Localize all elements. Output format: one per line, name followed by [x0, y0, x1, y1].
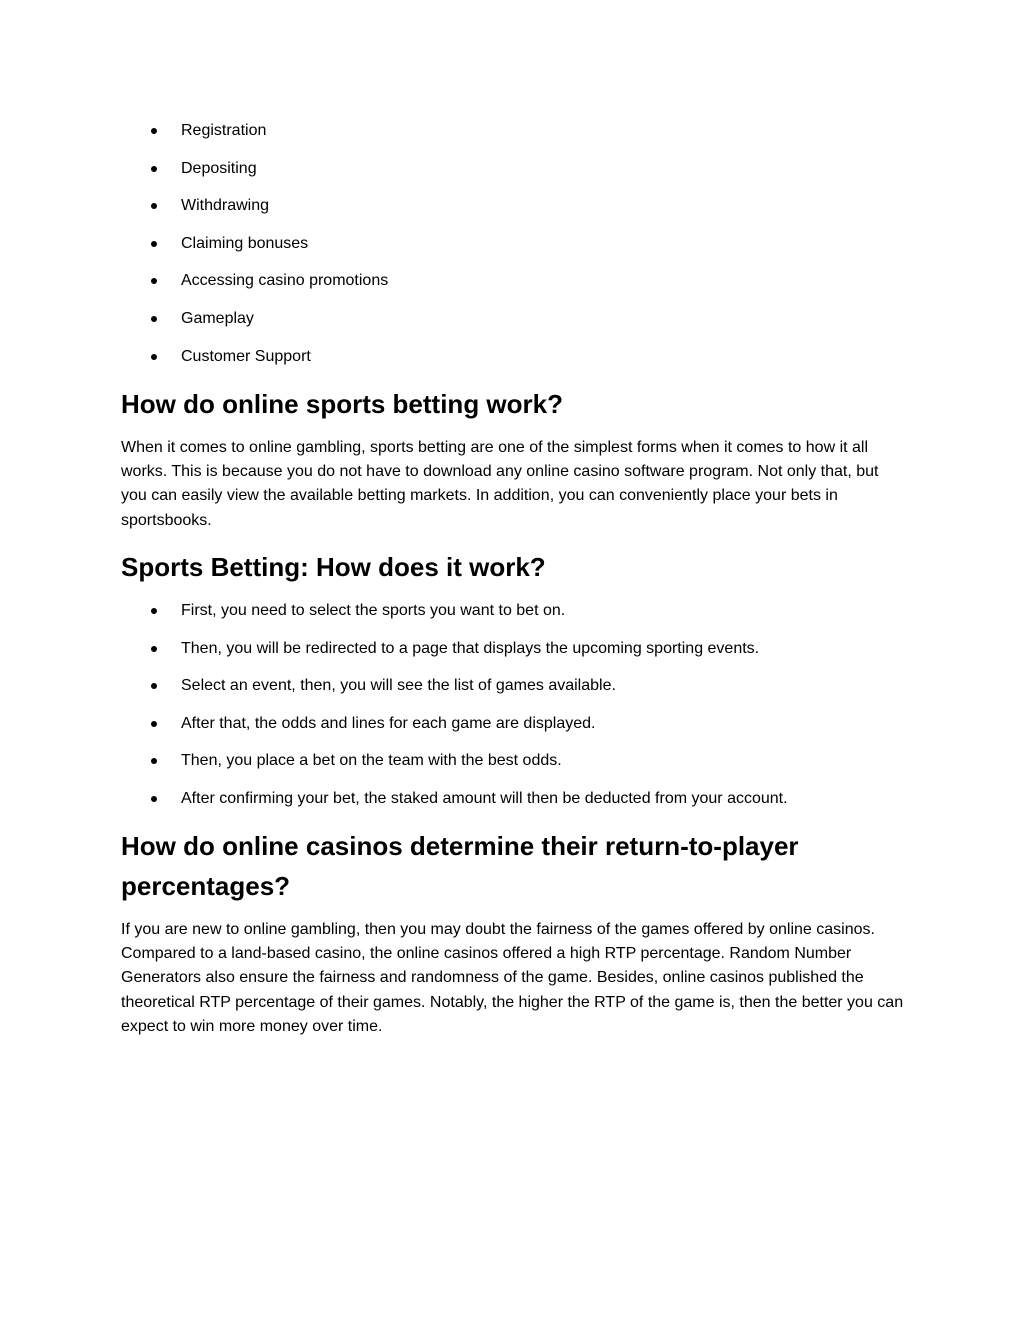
list-item	[0, 196, 1024, 216]
list-item	[0, 234, 1024, 254]
bullet-icon	[151, 646, 157, 652]
list-item	[0, 601, 1024, 621]
list-item-text: Accessing casino promotions	[181, 272, 389, 290]
list-item-text: Depositing	[181, 159, 257, 177]
list-item-text: Withdrawing	[181, 197, 270, 215]
section-paragraph-sports-betting: When it comes to online gambling, sports betting are one of the simplest forms when it comes to how it all works. This is because you do not have to download any online casino software program. Not only that, but you can easily view the available betting markets. In addition, you can conveniently place your bets in sportsbooks.	[121, 439, 879, 529]
section-paragraph-rtp: If you are new to online gambling, then you may doubt the fairness of the games offered by online casinos. Compared to a land-based casino, the online casinos offered a high RTP percentage. Random Number Generators also ensure the fairness and randomness of the game. Besides, online casinos published the theoretical RTP percentage of their games. Notably, the higher the RTP of the game is, then the better you can expect to win more money over time.	[121, 921, 904, 1035]
list-item-text: Customer Support	[181, 347, 311, 365]
list-item	[0, 714, 1024, 734]
bullet-icon	[151, 758, 157, 764]
list-item-text: Then, you will be redirected to a page that displays the upcoming sporting events.	[181, 639, 760, 657]
list-item	[0, 121, 1024, 141]
list-item-text: First, you need to select the sports you want to bet on.	[181, 602, 566, 619]
bullet-icon	[151, 128, 157, 134]
section-heading-how-it-works: Sports Betting: How does it work?	[121, 552, 546, 582]
bullet-icon	[151, 278, 157, 284]
list-item	[0, 751, 1024, 771]
section-heading-sports-betting: How do online sports betting work?	[121, 389, 563, 419]
feature-list	[0, 121, 1024, 384]
list-item-text: Then, you place a bet on the team with the best odds.	[181, 752, 562, 770]
bullet-icon	[151, 796, 157, 802]
list-item	[0, 676, 1024, 696]
list-item-text: Claiming bonuses	[181, 234, 309, 252]
bullet-icon	[151, 241, 157, 247]
bullet-icon	[151, 203, 157, 209]
list-item-text: Gameplay	[181, 309, 254, 327]
bullet-icon	[151, 354, 157, 360]
section-heading-rtp: How do online casinos determine their return-to-player percentages?	[121, 831, 799, 901]
list-item-text: After that, the odds and lines for each game are displayed.	[181, 714, 596, 732]
bullet-icon	[151, 608, 157, 614]
bullet-icon	[151, 166, 157, 172]
list-item	[0, 789, 1024, 809]
list-item-text: Registration	[181, 122, 267, 139]
list-item	[0, 347, 1024, 367]
bullet-icon	[151, 316, 157, 322]
list-item	[0, 159, 1024, 179]
bullet-icon	[151, 721, 157, 727]
list-item	[0, 271, 1024, 291]
bullet-icon	[151, 683, 157, 689]
list-item	[0, 309, 1024, 329]
list-item-text: After confirming your bet, the staked amount will then be deducted from your account.	[181, 789, 788, 807]
steps-list	[0, 601, 1024, 827]
list-item	[0, 639, 1024, 659]
list-item-text: Select an event, then, you will see the list of games available.	[181, 677, 616, 695]
